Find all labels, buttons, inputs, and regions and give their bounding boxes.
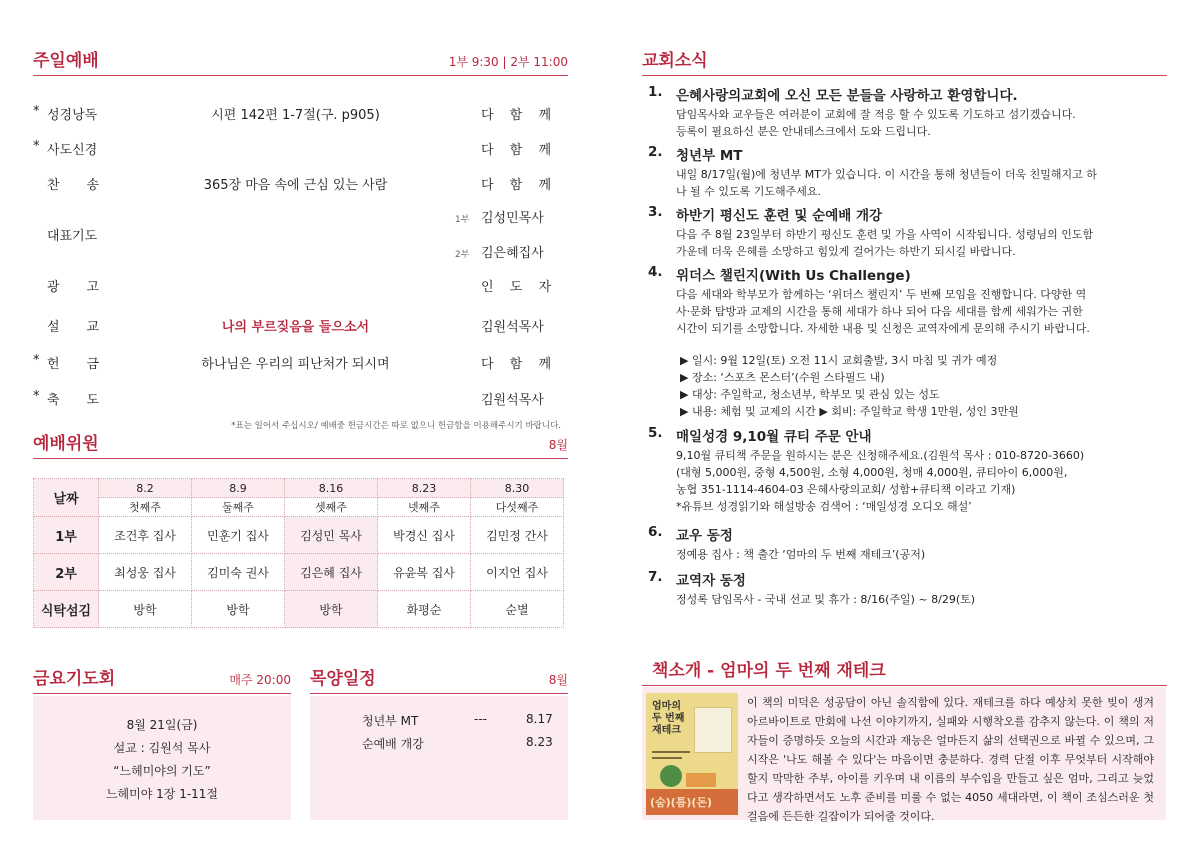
date-cell: 8.16 [285, 479, 378, 498]
news-number: 7. [648, 569, 663, 585]
duty-cell: 김은혜 집사 [285, 554, 378, 591]
prayer-leader-1: 김성민목사 [481, 211, 544, 226]
worship-row [33, 139, 551, 159]
cover-title-line: 재테크 [652, 725, 681, 736]
prayer-leader-2: 김은혜집사 [481, 246, 544, 261]
duty-title: 예배위원 [33, 434, 99, 454]
news-header [642, 52, 1167, 76]
order-label: 설 교 [47, 320, 99, 335]
schedule-title: 목양일정 [310, 669, 376, 689]
worship-row [33, 389, 551, 409]
news-line: 9,10월 큐티책 주문을 원하시는 분은 신청해주세요.(김원석 목사 : 010-8720-3660) [676, 449, 1085, 462]
schedule-item-name: 순예배 개강 [362, 737, 424, 751]
news-line: 정성록 담임목사 - 국내 선교 및 휴가 : 8/16(주일) ~ 8/29(토) [676, 593, 976, 606]
duty-cell: 박경신 집사 [378, 517, 471, 554]
event-bullet: ▶ 장소: ‘스포츠 몬스터’(수원 스타필드 내) [680, 371, 885, 384]
event-bullet: ▶ 대상: 주일학교, 청소년부, 학부모 및 관심 있는 성도 [680, 388, 940, 401]
order-label: 대표기도 [47, 229, 98, 244]
duty-cell: 최성웅 집사 [99, 554, 192, 591]
news-line: 다음 세대와 학부모가 함께하는 ‘위더스 챌린지’ 두 번째 모임을 진행합니다. 다양한 역 [676, 288, 1087, 301]
date-header: 날짜 [34, 479, 99, 517]
friday-title: 금요기도회 [33, 669, 116, 689]
cover-title-line: 두 번째 [652, 713, 685, 724]
duty-cell: 이지언 집사 [471, 554, 564, 591]
friday-time: 매주 20:00 [229, 673, 291, 687]
worship-row [33, 174, 551, 194]
news-line: (대형 5,000원, 중형 4,500원, 소형 4,000원, 청매 4,000원, 큐티아이 6,000원, [676, 466, 1068, 479]
news-number: 5. [648, 425, 663, 441]
worship-row [33, 353, 551, 373]
news-number: 4. [648, 264, 663, 280]
order-content: 하나님은 우리의 피난처가 되시며 [201, 357, 390, 372]
news-item [648, 524, 1168, 564]
duty-table [33, 478, 564, 628]
week-cell: 첫째주 [99, 498, 192, 517]
schedule-item-sep: --- [474, 712, 487, 726]
order-leader: 다 함 께 [481, 143, 551, 158]
schedule-item-date: 8.23 [526, 735, 553, 749]
duty-cell: 순별 [471, 591, 564, 628]
required-mark: * [33, 353, 40, 368]
book-header [642, 662, 1167, 686]
news-line: *유튜브 성경읽기와 해설방송 검색어 : ‘매일성경 오디오 해설’ [676, 500, 972, 513]
date-cell: 8.23 [378, 479, 471, 498]
worship-row [33, 316, 551, 336]
news-line: 정예용 집사 : 책 출간 ‘엄마의 두 번째 재테크’(공저) [676, 548, 926, 561]
duty-cell: 민훈기 집사 [192, 517, 285, 554]
order-label: 찬 송 [47, 178, 99, 193]
worship-note: *표는 일어서 주십시오/ 예배중 헌금시간은 따로 없으니 헌금함을 이용해주시기 바랍니다. [231, 421, 561, 431]
worship-header [33, 52, 568, 76]
required-mark: * [33, 104, 40, 119]
friday-sermon-title: “느헤미야의 기도” [113, 764, 211, 778]
part-1-tag: 1부 [455, 215, 470, 225]
order-leader: 인 도 자 [481, 280, 551, 295]
friday-scripture: 느헤미야 1장 1-11절 [105, 787, 219, 801]
news-line: 나 될 수 있도록 기도해주세요. [676, 185, 821, 198]
news-item-title: 교역자 동정 [676, 573, 746, 589]
worship-time: 1부 9:30 | 2부 11:00 [448, 55, 568, 69]
friday-header [33, 670, 291, 694]
news-item-title: 하반기 평신도 훈련 및 순예배 개강 [676, 208, 883, 224]
schedule-item-date: 8.17 [526, 712, 553, 726]
news-line: 등록이 필요하신 분은 안내데스크에서 도와 드립니다. [676, 125, 931, 138]
required-mark: * [33, 139, 40, 154]
week-cell: 셋째주 [285, 498, 378, 517]
table-row [34, 554, 564, 591]
order-leader: 다 함 께 [481, 108, 551, 123]
date-cell: 8.2 [99, 479, 192, 498]
news-item-title: 위더스 챌린지(With Us Challenge) [676, 268, 911, 284]
order-leader: 다 함 께 [481, 178, 551, 193]
row-header: 1부 [34, 517, 99, 554]
sermon-title: 나의 부르짖음을 들으소서 [221, 320, 370, 335]
book-description: 이 책의 미덕은 성공담이 아닌 솔직함에 있다. 재테크를 하다 예상치 못한 빚이 생겨 아르바이트로 만회에 나선 이야기까지, 실패와 시행착오를 감추지 않는다. 이 책의 저자들이 증명하듯 오늘의 시간과 재능은 얼마든지 삶의 선택권으로 바뀔 수 있으며, 그 시작은 '나도 해볼 수 있다'는 마음이면 충분하다. 경력 단절 이후 무엇부터 시작해야 할지 막막한 주부, 아이를 키우며 내 이름의 부수입을 만들고 싶은 엄마, 그리고 늦었다고 생각하면서도 노후 준비를 미룰 수 없는 4050 세대라면, 이 책이 조심스러운 첫걸음에 든든한 길잡이가 되어줄 것이다. [747, 696, 1154, 823]
schedule-month: 8월 [548, 673, 568, 687]
cover-title-line: 엄마의 [652, 701, 681, 712]
news-item [648, 264, 1168, 344]
worship-row [33, 276, 551, 296]
news-line: 사·문화 탐방과 교제의 시간을 통해 세대가 하나 되어 다음 세대를 함께 세워가는 귀한 [676, 305, 1083, 318]
date-cell: 8.30 [471, 479, 564, 498]
date-cell: 8.9 [192, 479, 285, 498]
news-item [648, 425, 1168, 520]
order-content: 365장 마음 속에 근심 있는 사람 [203, 178, 388, 193]
news-line: 가운데 더욱 은혜를 소망하고 힘있게 걸어가는 하반기 되시길 바랍니다. [676, 245, 1016, 258]
news-item [648, 144, 1168, 204]
news-number: 1. [648, 84, 663, 100]
news-number: 6. [648, 524, 663, 540]
order-label: 성경낭독 [47, 108, 98, 123]
order-leader: 김원석목사 [481, 320, 544, 335]
week-cell: 다섯째주 [471, 498, 564, 517]
news-item [648, 84, 1168, 144]
news-line: 다음 주 8월 23일부터 하반기 평신도 훈련 및 가을 사역이 시작됩니다. 성령님의 인도함 [676, 228, 1094, 241]
table-row [34, 591, 564, 628]
news-line: 내일 8/17일(월)에 청년부 MT가 있습니다. 이 시간을 통해 청년들이 더욱 친밀해지고 하 [676, 168, 1097, 181]
schedule-header [310, 670, 568, 694]
part-2-tag: 2부 [455, 250, 470, 260]
news-line: 담임목사와 교우들은 여러분이 교회에 잘 적응 할 수 있도록 기도하고 섬기겠습니다. [676, 108, 1076, 121]
duty-cell: 김미숙 권사 [192, 554, 285, 591]
duty-cell: 조건후 집사 [99, 517, 192, 554]
event-bullet: ▶ 일시: 9월 12일(토) 오전 11시 교회출발, 3시 마침 및 귀가 예정 [680, 354, 998, 367]
row-header: 2부 [34, 554, 99, 591]
worship-title: 주일예배 [33, 51, 99, 71]
order-label: 헌 금 [47, 357, 99, 372]
order-content: 시편 142편 1-7절(구. p905) [211, 108, 380, 123]
duty-cell: 김성민 목사 [285, 517, 378, 554]
table-row [34, 517, 564, 554]
news-item [648, 569, 1168, 609]
order-leader: 김원석목사 [481, 393, 544, 408]
schedule-item-name: 청년부 MT [362, 714, 419, 728]
event-bullet: ▶ 내용: 체험 및 교제의 시간 ▶ 회비: 주일학교 학생 1만원, 성인 3만원 [680, 405, 1019, 418]
cover-bottom-text: (숨)(틈)(돈) [650, 796, 713, 809]
duty-cell: 방학 [285, 591, 378, 628]
news-line: 농협 351-1114-4604-03 은혜사랑의교회/ 성함+큐티책 이라고 기재) [676, 483, 1016, 496]
week-cell: 넷째주 [378, 498, 471, 517]
week-cell: 둘째주 [192, 498, 285, 517]
news-item-title: 교우 동정 [676, 528, 733, 544]
friday-preacher: 설교 : 김원석 목사 [113, 741, 211, 755]
duty-cell: 김민정 간사 [471, 517, 564, 554]
worship-row [33, 225, 551, 245]
book-cover-image [646, 693, 738, 815]
book-section-title: 책소개 - 엄마의 두 번째 재테크 [652, 661, 886, 681]
news-item-title: 은혜사랑의교회에 오신 모든 분들을 사랑하고 환영합니다. [676, 88, 1018, 104]
required-mark: * [33, 389, 40, 404]
row-header: 식탁섬김 [34, 591, 99, 628]
duty-cell: 방학 [99, 591, 192, 628]
duty-cell: 유윤복 집사 [378, 554, 471, 591]
order-leader: 다 함 께 [481, 357, 551, 372]
order-label: 축 도 [47, 393, 99, 408]
news-title: 교회소식 [642, 51, 708, 71]
news-number: 3. [648, 204, 663, 220]
news-item [648, 204, 1168, 264]
worship-row [33, 104, 551, 124]
news-item-title: 매일성경 9,10월 큐티 주문 안내 [676, 429, 872, 445]
duty-cell: 화평순 [378, 591, 471, 628]
order-label: 사도신경 [47, 143, 98, 158]
news-number: 2. [648, 144, 663, 160]
friday-date: 8월 21일(금) [126, 718, 198, 732]
news-item-title: 청년부 MT [676, 148, 743, 164]
duty-month: 8월 [548, 438, 568, 452]
news-line: 시간이 되기를 소망합니다. 자세한 내용 및 신청은 교역자에게 문의해 주시기 바랍니다. [676, 322, 1090, 335]
duty-cell: 방학 [192, 591, 285, 628]
order-label: 광 고 [47, 280, 99, 295]
duty-header [33, 435, 568, 459]
